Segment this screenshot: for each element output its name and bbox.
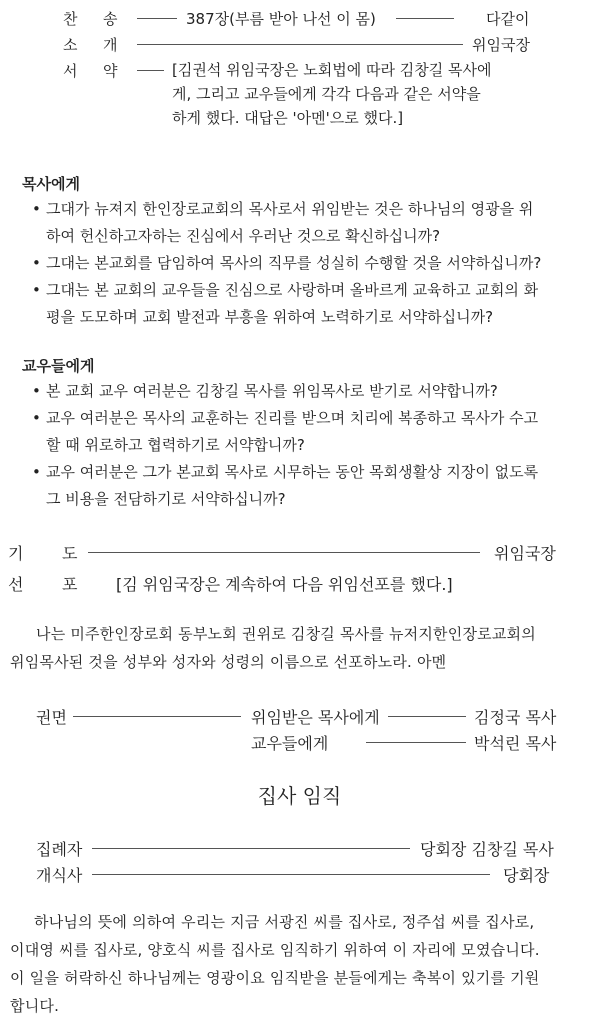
leader-line (92, 874, 490, 875)
list-item (28, 405, 588, 459)
opening-label: 개식사 (36, 866, 83, 885)
intro-label-2: 개 (103, 36, 118, 54)
presider-label: 집례자 (36, 840, 83, 859)
list-item-line: 평을 도모하며 교회 발전과 부흥을 위하여 노력하기로 서약하십니까? (46, 308, 494, 326)
section-heading-members: 교우들에게 (22, 357, 95, 375)
paragraph-line: 위임목사된 것을 성부와 성자와 성령의 이름으로 선포하노라. 아멘 (10, 653, 447, 671)
exhortation-person: 김정국 목사 (474, 708, 557, 727)
proclamation-note: [김 위임국장은 계속하여 다음 위임선포를 했다.] (116, 575, 453, 594)
list-item (28, 459, 588, 513)
exhortation-label: 권면 (36, 708, 67, 727)
prayer-label-1: 기 (8, 544, 24, 563)
hymn-label-2: 송 (103, 10, 118, 28)
hymn-title: 387장(부름 받아 나선 이 몸) (186, 10, 376, 28)
list-item-line: 하여 헌신하고자하는 진심에서 우러난 것으로 확신하십니까? (46, 227, 441, 245)
closing-paragraph (10, 908, 595, 1020)
bullet: • (32, 409, 41, 427)
oath-line: 하게 했다. 대답은 '아멘'으로 했다.] (172, 109, 404, 127)
paragraph-line: 하나님의 뜻에 의하여 우리는 지금 서광진 씨를 집사로, 정주섭 씨를 집사로, (34, 913, 535, 931)
prayer-performer: 위임국장 (494, 544, 556, 563)
list-item (28, 378, 588, 405)
list-item-line: 본 교회 교우 여러분은 김창길 목사를 위임목사로 받기로 서약합니까? (46, 382, 498, 400)
list-item-line: 할 때 위로하고 협력하기로 서약합니까? (46, 436, 305, 454)
list-item (28, 277, 588, 331)
section-title-deacon-ordination: 집사 임직 (257, 784, 342, 808)
paragraph-line: 합니다. (10, 997, 60, 1015)
oath-line: [김권석 위임국장은 노회법에 따라 김창길 목사에 (172, 61, 492, 79)
bullet: • (32, 463, 41, 481)
list-item-line: 교우 여러분은 목사의 교훈하는 진리를 받으며 치리에 복종하고 목사가 수고 (46, 409, 539, 427)
pastor-vows-list (28, 196, 588, 331)
oath-label-2: 약 (103, 62, 118, 80)
hymn-label-1: 찬 (63, 10, 78, 28)
bullet: • (32, 281, 41, 299)
list-item-line: 그대는 본 교회의 교우들을 진심으로 사랑하며 올바르게 교육하고 교회의 화 (46, 281, 539, 299)
bullet: • (32, 200, 41, 218)
paragraph-line: 나는 미주한인장로회 동부노회 권위로 김창길 목사를 뉴저지한인장로교회의 (36, 625, 536, 643)
paragraph-line: 이대영 씨를 집사로, 양호식 씨를 집사로 임직하기 위하여 이 자리에 모였습니다. (10, 941, 540, 959)
oath-label-1: 서 (63, 62, 78, 80)
leader-line (396, 18, 454, 19)
proclamation-label-1: 선 (8, 575, 24, 594)
intro-performer: 위임국장 (472, 36, 530, 54)
list-item (28, 196, 588, 250)
leader-line (388, 716, 466, 717)
prayer-label-2: 도 (62, 544, 78, 563)
leader-line (88, 552, 480, 553)
members-vows-list (28, 378, 588, 513)
list-item-line: 그대는 본교회를 담임하여 목사의 직무를 성실히 수행할 것을 서약하십니까? (46, 254, 542, 272)
hymn-performer: 다같이 (486, 10, 530, 28)
leader-line (137, 44, 463, 45)
exhortation-target: 위임받은 목사에게 (251, 708, 380, 727)
opening-performer: 당회장 (503, 866, 550, 885)
proclamation-text (10, 620, 595, 676)
proclamation-label-2: 포 (62, 575, 78, 594)
exhortation-person: 박석린 목사 (474, 734, 557, 753)
intro-label-1: 소 (63, 36, 78, 54)
list-item (28, 250, 588, 277)
list-item-line: 교우 여러분은 그가 본교회 목사로 시무하는 동안 목회생활상 지장이 없도록 (46, 463, 539, 481)
bullet: • (32, 254, 41, 272)
leader-line (73, 716, 241, 717)
section-heading-pastor: 목사에게 (22, 175, 80, 193)
leader-line (366, 742, 466, 743)
oath-description (172, 58, 492, 130)
leader-line (137, 70, 164, 71)
presider-name: 당회장 김창길 목사 (420, 840, 554, 859)
leader-line (92, 848, 410, 849)
paragraph-line: 이 일을 허락하신 하나님께는 영광이요 임직받을 분들에게는 축복이 있기를 기원 (10, 969, 540, 987)
oath-line: 게, 그리고 교우들에게 각각 다음과 같은 서약을 (172, 85, 481, 103)
exhortation-target: 교우들에게 (251, 734, 329, 753)
leader-line (137, 18, 177, 19)
list-item-line: 그 비용을 전담하기로 서약하십니까? (46, 490, 286, 508)
bullet: • (32, 382, 41, 400)
list-item-line: 그대가 뉴져지 한인장로교회의 목사로서 위임받는 것은 하나님의 영광을 위 (46, 200, 534, 218)
